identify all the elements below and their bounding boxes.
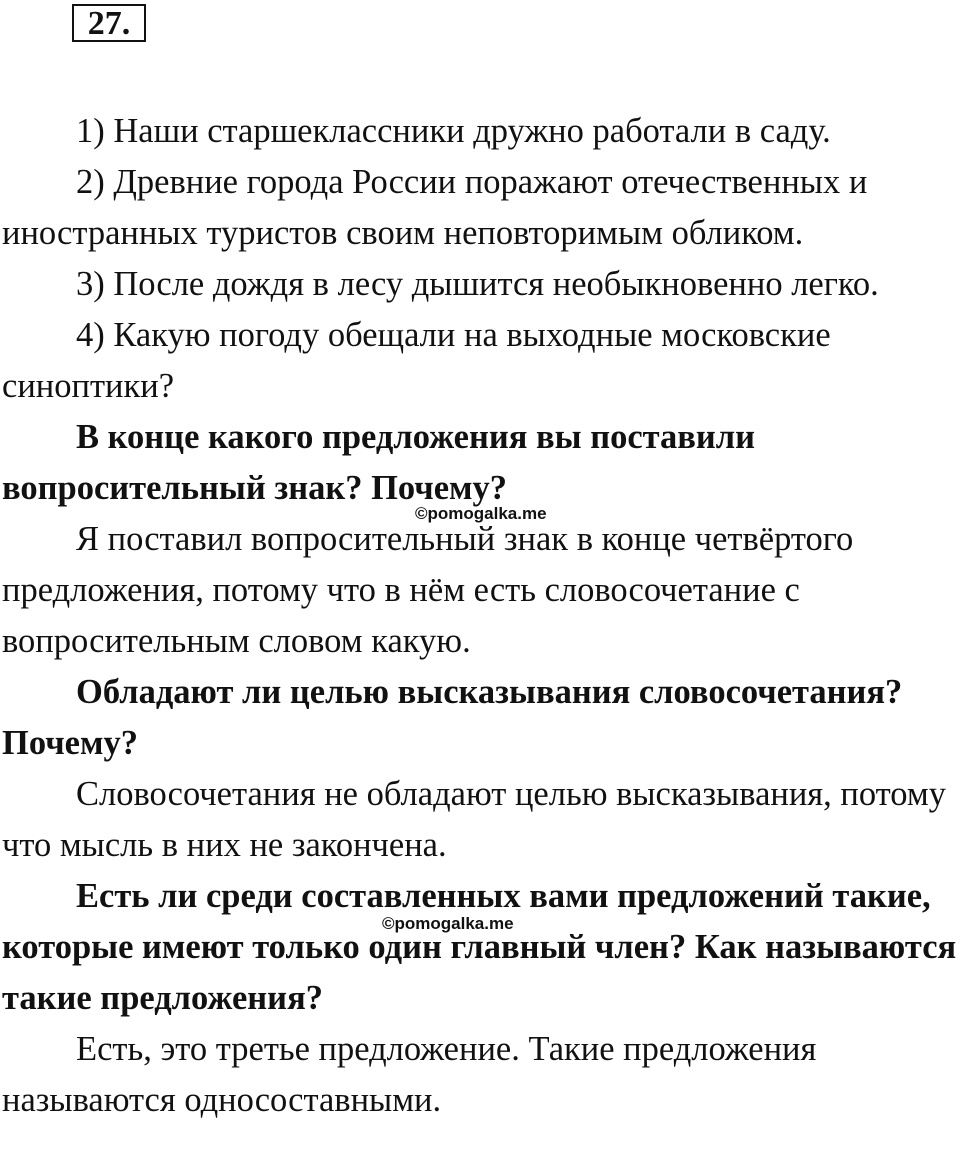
watermark-2: ©pomogalka.me xyxy=(382,914,514,933)
question-2: Обладают ли целью высказывания словосочетания? Почему? xyxy=(2,673,903,762)
question-3: Есть ли среди составленных вами предложений такие, которые имеют только один главный член? Как называются такие предложения? xyxy=(2,877,957,1017)
sentence-3: 3) После дождя в лесу дышится необыкновенно легко. xyxy=(76,265,879,303)
question-1: В конце какого предложения вы поставили вопросительный знак? Почему? xyxy=(2,418,755,507)
sentence-4: 4) Какую погоду обещали на выходные московские синоптики? xyxy=(2,316,831,405)
document-body xyxy=(2,106,958,1126)
sentence-2: 2) Древние города России поражают отечественных и иностранных туристов своим неповторимым обликом. xyxy=(2,163,868,252)
answer-3: Есть, это третье предложение. Такие предложения называются односоставными. xyxy=(2,1030,817,1119)
watermark-1: ©pomogalka.me xyxy=(415,504,547,523)
task-number-box: 27. xyxy=(72,4,146,42)
answer-1: Я поставил вопросительный знак в конце четвёртого предложения, потому что в нём есть словосочетание с вопросительным словом какую. xyxy=(2,520,854,660)
sentence-1: 1) Наши старшеклассники дружно работали в саду. xyxy=(76,112,831,150)
answer-2: Словосочетания не обладают целью высказывания, потому что мысль в них не закончена. xyxy=(2,775,946,864)
